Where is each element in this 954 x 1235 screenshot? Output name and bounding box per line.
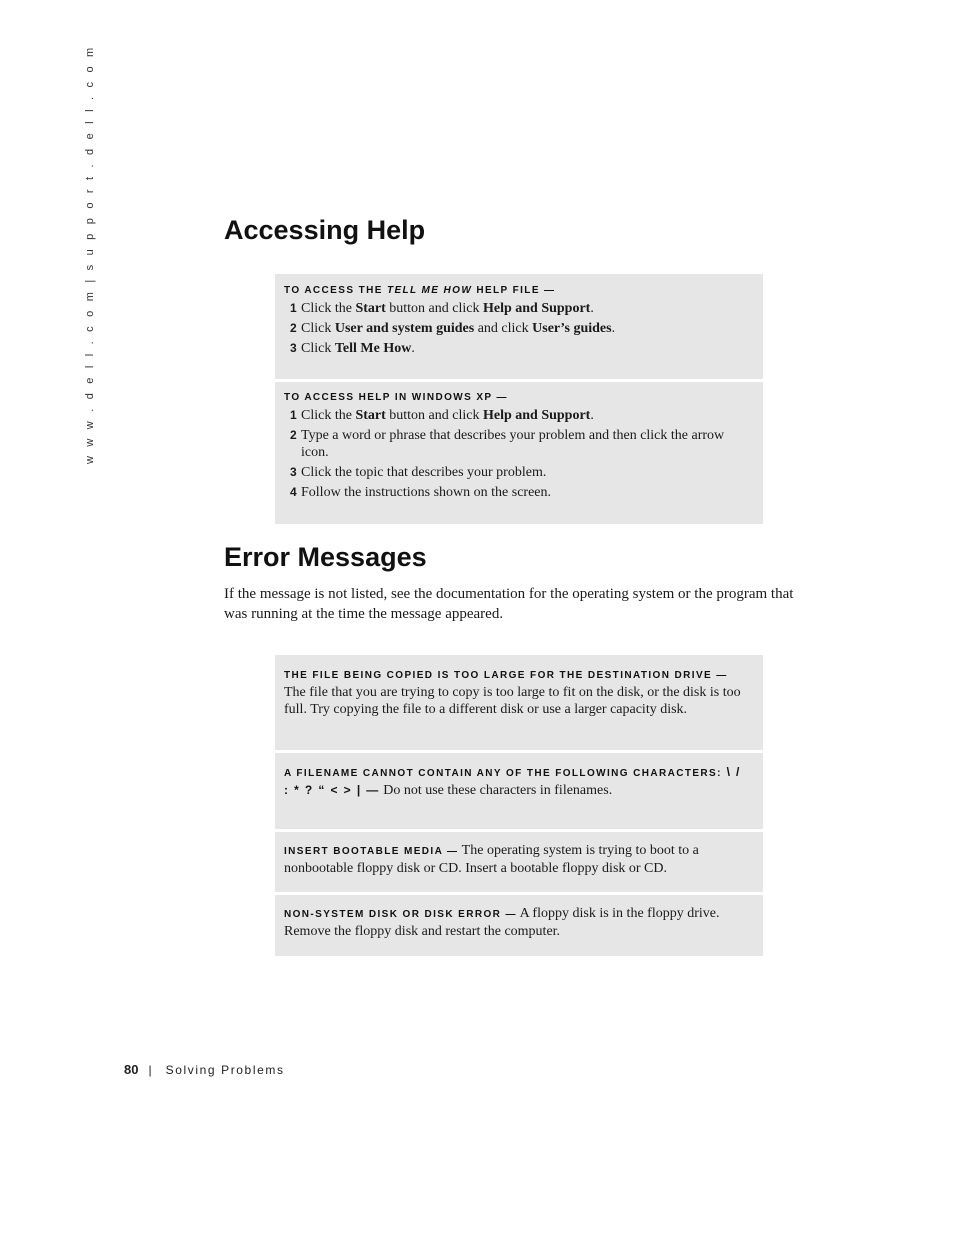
step-text: .: [590, 408, 594, 423]
step-text: Click the topic that describes your problem.: [301, 465, 547, 480]
step-number: 3: [290, 465, 297, 479]
error-item: [275, 655, 763, 750]
step-text: .: [611, 321, 616, 336]
error-messages-intro: If the message is not listed, see the documentation for the operating system or the program that was running at the time the message appeared.: [224, 586, 794, 622]
tell-me-how-box: [275, 274, 763, 379]
step-number: 2: [290, 428, 297, 442]
tell-me-how-title-suffix: HELP FILE —: [472, 285, 556, 296]
step-item: [284, 340, 749, 357]
error-item: [275, 753, 763, 829]
sidebar-url: w w w . d e l l . c o m | s u p p o r t . d e l l . c o m: [84, 44, 96, 464]
step-text: button and click: [385, 408, 483, 423]
page-footer: [124, 1062, 285, 1077]
windows-xp-help-title: TO ACCESS HELP IN WINDOWS XP —: [284, 392, 508, 403]
error-title: A FILENAME CANNOT CONTAIN ANY OF THE FOLLOWING CHARACTERS:: [284, 768, 722, 779]
step-item: [284, 484, 749, 501]
section-heading-accessing-help: Accessing Help: [224, 215, 426, 245]
tell-me-how-title: [284, 285, 749, 296]
tell-me-how-title-italic: TELL ME HOW: [386, 285, 473, 296]
tell-me-how-steps: [284, 300, 749, 357]
step-number: 2: [290, 321, 297, 335]
windows-xp-help-steps: [284, 407, 749, 501]
step-emphasis: Start: [355, 408, 386, 423]
step-text: Click the: [301, 408, 356, 423]
step-emphasis: Help and Support: [482, 301, 591, 316]
step-item: [284, 300, 749, 317]
step-text: .: [590, 301, 594, 316]
step-emphasis: Tell Me How: [334, 341, 412, 356]
error-title: INSERT BOOTABLE MEDIA —: [284, 846, 459, 857]
error-description: A floppy disk is in the floppy drive. Remove the floppy disk and restart the computer.: [284, 906, 720, 939]
step-item: [284, 407, 749, 424]
error-description: Do not use these characters in filenames.: [383, 783, 613, 798]
step-number: 1: [290, 301, 297, 315]
step-item: [284, 427, 749, 461]
step-text: button and click: [385, 301, 483, 316]
invalid-characters: \ / : * ? “ < > | —: [284, 765, 741, 797]
step-emphasis: Help and Support: [482, 408, 591, 423]
step-text: and click: [474, 321, 533, 336]
step-emphasis: Start: [355, 301, 386, 316]
footer-section-title: Solving Problems: [165, 1063, 285, 1077]
error-description: The file that you are trying to copy is too large to fit on the disk, or the disk is too full. Try copying the file to a different disk or use a larger capacity disk.: [284, 685, 741, 717]
step-number: 3: [290, 341, 297, 355]
tell-me-how-title-prefix: TO ACCESS THE: [284, 285, 387, 296]
section-heading-error-messages: Error Messages: [224, 542, 427, 572]
windows-xp-help-box: [275, 382, 763, 524]
error-title: NON-SYSTEM DISK OR DISK ERROR —: [284, 909, 517, 920]
step-emphasis: User and system guides: [334, 321, 475, 336]
step-text: Click: [301, 341, 335, 356]
error-item: [275, 832, 763, 892]
step-text: .: [411, 341, 415, 356]
step-emphasis: User’s guides: [532, 321, 612, 336]
step-number: 4: [290, 485, 297, 499]
step-item: [284, 320, 749, 337]
step-text: Click the: [301, 301, 356, 316]
step-item: [284, 464, 749, 481]
footer-separator: |: [148, 1063, 152, 1077]
step-number: 1: [290, 408, 297, 422]
error-description: The operating system is trying to boot to a nonbootable floppy disk or CD. Insert a bootable floppy disk or CD.: [284, 843, 699, 876]
error-item: [275, 895, 763, 956]
step-text: Click: [301, 321, 335, 336]
page-number: 80: [124, 1062, 139, 1077]
step-text: Follow the instructions shown on the screen.: [301, 485, 552, 500]
step-text: Type a word or phrase that describes your problem and then click the arrow icon.: [301, 428, 725, 460]
error-title: THE FILE BEING COPIED IS TOO LARGE FOR THE DESTINATION DRIVE —: [284, 670, 728, 681]
